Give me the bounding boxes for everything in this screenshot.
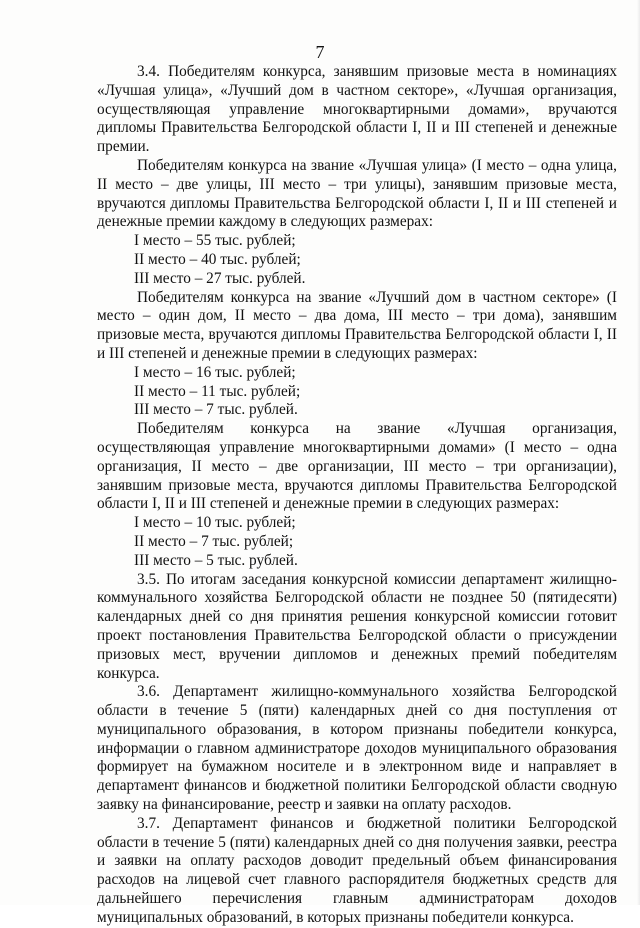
prize-house-1: I место – 16 тыс. рублей; <box>134 363 296 381</box>
prize-org-1: I место – 10 тыс. рублей; <box>134 514 296 532</box>
prize-street-3: III место – 27 тыс. рублей. <box>134 269 306 287</box>
prize-house-2: II место – 11 тыс. рублей; <box>134 382 301 400</box>
paragraph-3-6: 3.6. Департамент жилищно-коммунального хозяйства Белгородской области в течение 5 (пяти) календарных дней со дня поступления от муниципального образования, в котором признаны победители конкурса, информации о главном администраторе доходов муниципального образования формирует на бумажном носителе и в электронном виде и направляет в департамент финансов и бюджетной политики Белгородской области сводную заявку на финансирование, реестр и заявки на оплату расходов. <box>97 683 617 814</box>
prize-street-1: I место – 55 тыс. рублей; <box>134 232 296 250</box>
page-number: 7 <box>315 42 325 62</box>
document-body <box>97 63 617 928</box>
prize-house-3: III место – 7 тыс. рублей. <box>134 401 298 419</box>
prize-org-3: III место – 5 тыс. рублей. <box>134 551 298 569</box>
paragraph-3-7: 3.7. Департамент финансов и бюджетной политики Белгородской области в течение 5 (пяти) календарных дней со дня получения заявки, реестра и заявки на оплату расходов доводит предельный объем финансирования расходов на лицевой счет главного распорядителя бюджетных средств для дальнейшего перечисления главным администраторам доходов муниципальных образований, в которых признаны победители конкурса. <box>97 814 617 926</box>
paragraph-best-house: Победителям конкурса на звание «Лучший дом в частном секторе» (I место – один дом, II место – два дома, III место – три дома), занявшим призовые места, вручаются дипломы Правительства Белгородской области I, II и III степеней и денежные премии в следующих размерах: <box>97 288 617 362</box>
paragraph-best-organization: Победителям конкурса на звание «Лучшая организация, осуществляющая управление многоквартирными домами» (I место – одна организация, II место – две организации, III место – три организации), занявшим призовые места, вручаются дипломы Правительства Белгородской области I, II и III степеней и денежные премии в следующих размерах: <box>97 420 617 513</box>
paragraph-3-5: 3.5. По итогам заседания конкурсной комиссии департамент жилищно-коммунального хозяйства Белгородской области не позднее 50 (пятидесяти) календарных дней со дня принятия решения конкурсной комиссии готовит проект постановления Правительства Белгородской области о присуждении призовых мест, вручении дипломов и денежных премий победителям конкурса. <box>97 570 617 682</box>
paragraph-3-4: 3.4. Победителям конкурса, занявшим призовые места в номинациях «Лучшая улица», «Лучший дом в частном секторе», «Лучшая организация, осуществляющая управление многоквартирными домами», вручаются дипломы Правительства Белгородской области I, II и III степеней и денежные премии. <box>97 63 617 156</box>
paragraph-best-street: Победителям конкурса на звание «Лучшая улица» (I место – одна улица, II место – две улицы, III место – три улицы), занявшим призовые места, вручаются дипломы Правительства Белгородской области I, II и III степеней и денежные премии каждому в следующих размерах: <box>97 156 617 231</box>
prize-org-2: II место – 7 тыс. рублей; <box>134 532 294 550</box>
prize-street-2: II место – 40 тыс. рублей; <box>134 250 301 268</box>
